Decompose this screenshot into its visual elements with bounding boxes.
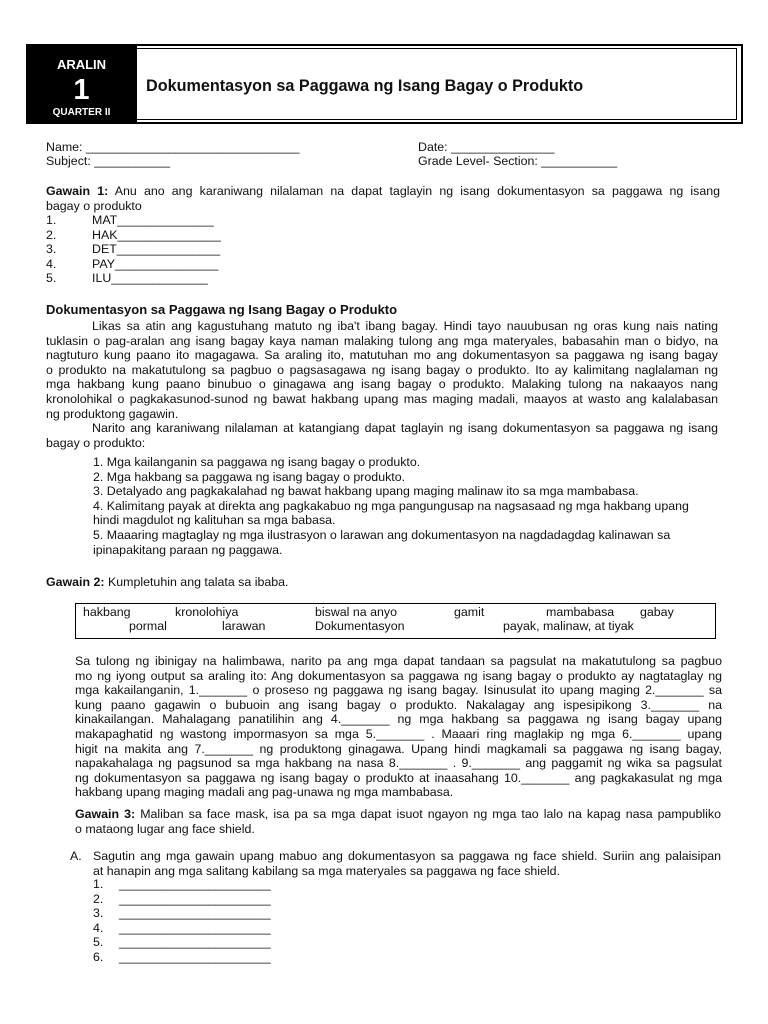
gawain3-instructions: [75, 807, 721, 836]
list-item: [93, 950, 271, 965]
blank-answer[interactable]: ______________________: [119, 935, 271, 950]
blank-answer[interactable]: PAY_______________: [92, 256, 219, 271]
subject-field[interactable]: Subject: ___________: [46, 154, 171, 168]
list-item: [46, 242, 221, 257]
word-bank-item: gamit: [454, 605, 485, 619]
para-line: kinakailangan. Mahalagang panatilihin ang 4._______ ng mga hakbang sa paggawa ng isang bagay upang: [75, 712, 722, 727]
part-a-label: A.: [70, 849, 82, 863]
section-heading: Dokumentasyon sa Paggawa ng Isang Bagay o Produkto: [46, 302, 398, 317]
para-line: kung paano gagawin o bubuoin ang isang bagay o produkto. Nakalagay ang ispesipikong 3._______ na: [75, 697, 722, 712]
para-line: Sagutin ang mga gawain upang mabuo ang dokumentasyon sa paggawa ng face shield. Suriin ang palaisipan: [93, 849, 721, 863]
blank-answer[interactable]: ILU______________: [92, 271, 208, 286]
gawain1-text-cont: bagay o produkto: [46, 198, 142, 213]
para-line: o produkto na makatutulong sa pagbuo o pagsasagawa ng isang bagay o produkto. Ito ay kalimitang naglalaman ng: [46, 362, 718, 377]
gawain3-text-cont: o mataong lugar ang face shield.: [75, 821, 255, 836]
para-line: Likas sa atin ang kagustuhang matuto ng iba't ibang bagay. Hindi tayo nauubusan ng oras kung nais nating: [92, 319, 718, 333]
item-number: 5.: [46, 271, 57, 286]
gawain3-text: Maliban sa face mask, isa pa sa mga dapat isuot ngayon ng mga tao lalo na kapag nasa pampubliko: [135, 807, 722, 821]
grade-section-field[interactable]: Grade Level- Section: ___________: [418, 154, 618, 168]
item-number: 3.: [46, 242, 57, 257]
blank-answer[interactable]: HAK_______________: [92, 227, 221, 242]
item-number: 3.: [93, 906, 104, 921]
word-bank-item: mambabasa: [546, 605, 615, 619]
word-bank-item: biswal na anyo: [315, 605, 397, 619]
item-number: 4.: [93, 920, 104, 935]
blank-answer[interactable]: ______________________: [119, 891, 271, 906]
para-line: ng produktong gagawin.: [46, 406, 179, 421]
blank-answer[interactable]: ______________________: [119, 906, 271, 921]
list-item: hindi magdulot ng kalituhan sa mga babasa.: [93, 513, 336, 528]
word-bank-box: [75, 603, 716, 639]
item-number: 1.: [93, 877, 104, 891]
answer-blanks: [93, 877, 271, 965]
para-line: ng dokumentasyon sa paggawa ng isang bagay o produkto at inaasahang 10._______ ang pagkakasulat ng mga: [75, 770, 722, 785]
word-bank-item: larawan: [222, 619, 266, 633]
word-bank-item: kronolohiya: [175, 605, 239, 619]
item-number: 2.: [93, 891, 104, 906]
gawain2-text: Kumpletuhin ang talata sa ibaba.: [104, 575, 289, 589]
aralin-badge: [26, 44, 137, 124]
list-item: 1. Mga kailanganin sa paggawa ng isang bagay o produkto.: [93, 455, 421, 469]
page-title: Dokumentasyon sa Paggawa ng Isang Bagay o Produkto: [146, 77, 584, 95]
para-line: nagtuturo kung paano ito magagawa. Sa araling ito, matutuhan mo ang dokumentasyon sa paggawa ng isang bagay: [46, 348, 718, 363]
word-bank-item: Dokumentasyon: [315, 619, 405, 633]
word-bank-item: hakbang: [83, 605, 131, 619]
list-item: [93, 892, 271, 907]
para-line: mga hakbang kung paano binubuo o ginagawa ang isang bagay o produkto. Malaking tulong na nakaayos nang: [46, 377, 718, 392]
list-item: [93, 921, 271, 936]
word-bank-item: gabay: [640, 605, 674, 619]
item-number: 1.: [46, 213, 57, 227]
para-line: tuklasin o pag-aralan ang isang bagay kaya naman malaking tulong ang mga materyales, babasahin man o bidyo, na: [46, 333, 718, 348]
list-item: [46, 228, 221, 243]
list-item: 2. Mga hakbang sa paggawa ng isang bagay o produkto.: [93, 469, 406, 484]
list-item: 4. Kalimitang payak at direkta ang pagkakabuo ng mga pangungusap na nagsasaad ng mga hakbang upang: [93, 498, 689, 513]
gawain1-list: [46, 213, 221, 286]
list-item: [46, 213, 221, 228]
item-number: 5.: [93, 935, 104, 950]
para-line: mga kakailanganin, 1._______ o proseso ng paggawa ng isang bagay. Isinusulat ito upang maging 2._______ sa: [75, 683, 722, 698]
para-line: bagay o produkto:: [46, 435, 146, 450]
quarter-label: QUARTER II: [52, 107, 111, 118]
word-bank-item: pormal: [129, 619, 167, 633]
aralin-label: ARALIN: [56, 57, 107, 72]
item-number: 6.: [93, 949, 104, 964]
blank-answer[interactable]: DET_______________: [92, 242, 221, 257]
para-line: mo ng iyong output sa araling ito: Ang dokumentasyon sa paggawa ng isang bagay o produkto ay nagtataglay ng: [75, 668, 722, 683]
para-line: kronolohikal o pagkakasunod-sunod ng bawat hakbang upang mas maging madali, maayos at wasto ang kalalabasan: [46, 391, 718, 406]
section-body: [46, 319, 718, 450]
list-item: 3. Detalyado ang pagkakalahad ng bawat hakbang upang maging malinaw ito sa mga mambabasa.: [93, 484, 639, 499]
gawain1-text: Anu ano ang karaniwang nilalaman na dapat taglayin ng isang dokumentasyon sa paggawa ng isang: [108, 184, 721, 198]
list-item: 5. Maaaring magtaglay ng mga ilustrasyon o larawan ang dokumentasyon na nagdadagdag kalinawan sa: [93, 527, 671, 542]
date-field[interactable]: Date: _______________: [418, 140, 555, 154]
para-line: at hanapin ang mga salitang kabilang sa mga materyales sa paggawa ng face shield.: [93, 863, 561, 878]
characteristics-list: [93, 455, 713, 557]
list-item: ipinapakitang paraan ng paggawa.: [93, 542, 283, 557]
para-line: higit na makita ang 7._______ ng produktong ginagawa. Upang hindi magkamali sa paggawa ng isang bagay,: [75, 741, 722, 756]
blank-answer[interactable]: ______________________: [119, 877, 271, 891]
part-a-instructions: [93, 849, 721, 878]
item-number: 4.: [46, 256, 57, 271]
gawain2-label: Gawain 2:: [46, 575, 105, 589]
para-line: Narito ang karaniwang nilalaman at katangiang dapat taglayin ng isang dokumentasyon sa paggawa ng isang: [92, 421, 718, 436]
gawain3-label: Gawain 3:: [75, 807, 136, 821]
para-line: Sa tulong ng ibinigay na halimbawa, narito pa ang mga dapat tandaan sa pagsulat na makatutulong sa pagbuo: [75, 654, 722, 668]
word-bank-item: payak, malinaw, at tiyak: [503, 619, 634, 633]
list-item: [46, 271, 221, 286]
item-number: 2.: [46, 227, 57, 242]
blank-answer[interactable]: MAT______________: [92, 213, 214, 227]
gawain1-instructions: [46, 184, 720, 213]
para-line: makapaghatid ng wastong impormasyon sa mga 5._______ . Maaari ring maglakip ng mga 6._______ upang: [75, 726, 722, 741]
blank-answer[interactable]: ______________________: [119, 920, 271, 935]
list-item: [46, 257, 221, 272]
fill-in-paragraph: [75, 654, 722, 800]
para-line: napakahalaga ng pagsunod sa mga hakbang na nasa 8._______ . 9._______ ang paggamit ng wika sa pagsulat: [75, 756, 722, 771]
list-item: [93, 906, 271, 921]
para-line: hakbang upang maging madali ang pag-unawa ng mga mambabasa.: [75, 785, 454, 800]
gawain2-instructions: [46, 575, 288, 590]
blank-answer[interactable]: ______________________: [119, 949, 271, 964]
gawain1-label: Gawain 1:: [46, 184, 109, 198]
aralin-number: 1: [73, 74, 90, 106]
list-item: [93, 935, 271, 950]
name-field[interactable]: Name: _______________________________: [46, 140, 300, 154]
list-item: [93, 877, 271, 892]
